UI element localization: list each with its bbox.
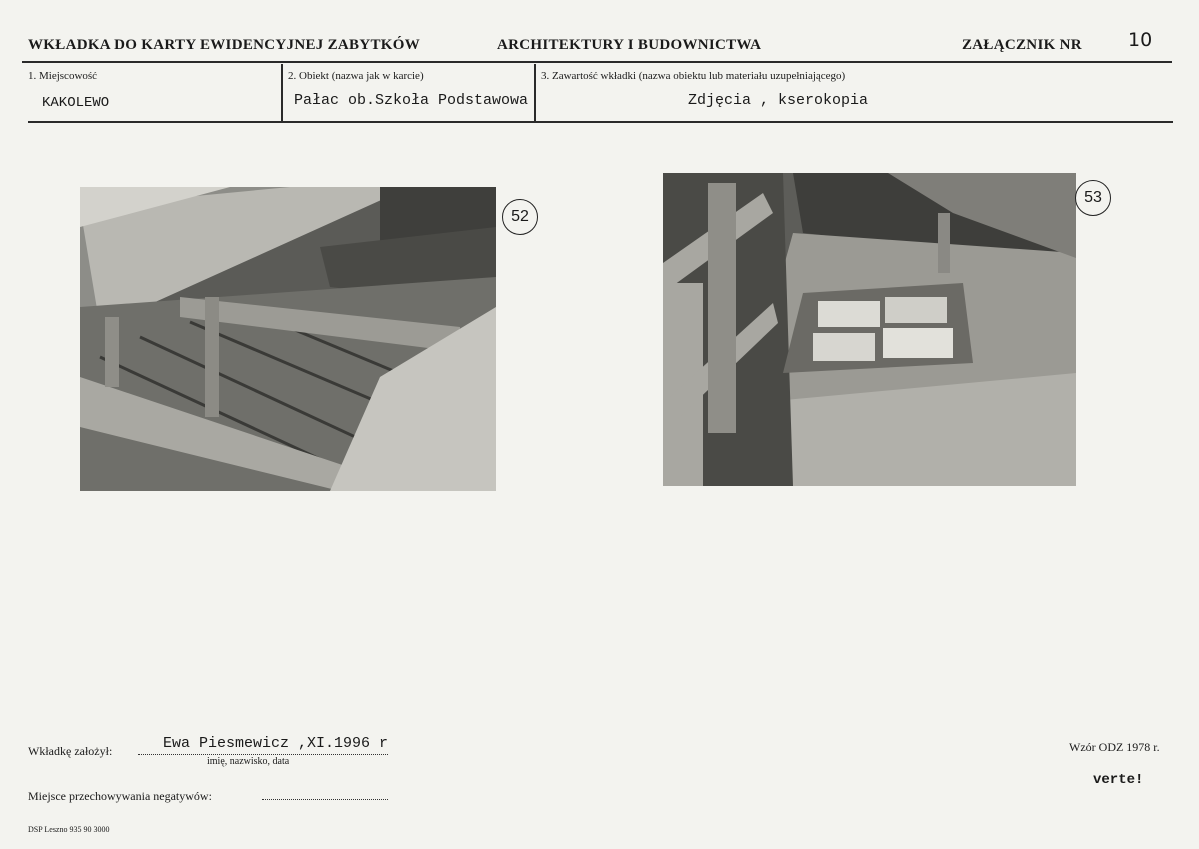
header-rule <box>22 61 1172 63</box>
photo-number-52: 52 <box>502 199 538 235</box>
content-label: 3. Zawartość wkładki (nazwa obiektu lub materiału uzupełniającego) <box>541 70 846 82</box>
object-label: 2. Obiekt (nazwa jak w karcie) <box>288 70 424 82</box>
created-dotline <box>138 754 388 755</box>
locality-label: 1. Miejscowość <box>28 70 98 82</box>
sheet-title: WKŁADKA DO KARTY EWIDENCYJNEJ ZABYTKÓW <box>28 37 421 53</box>
printer-imprint: DSP Leszno 935 90 3000 <box>28 825 110 834</box>
created-value: Ewa Piesmewicz ,XI.1996 r <box>163 735 389 752</box>
negatives-dotline <box>262 799 388 800</box>
object-value: Pałac ob.Szkoła Podstawowa <box>294 92 529 109</box>
negatives-label: Miejsce przechowywania negatywów: <box>28 789 212 803</box>
photo-number-53: 53 <box>1075 180 1111 216</box>
verte-note: verte! <box>1093 772 1144 788</box>
created-label: Wkładkę założył: <box>28 744 113 758</box>
annex-label: ZAŁĄCZNIK NR <box>962 37 1082 53</box>
field-divider-2 <box>534 64 536 122</box>
attic-rafters-photo <box>80 187 496 491</box>
content-value: Zdjęcia , kserokopia <box>688 92 869 109</box>
annex-number: 10 <box>1128 29 1153 51</box>
created-hint: imię, nazwisko, data <box>207 756 290 767</box>
field-divider-1 <box>281 64 283 122</box>
attic-stairwell-photo <box>663 173 1076 486</box>
locality-value: KAKOLEWO <box>42 95 110 111</box>
attic-stairwell-image <box>663 173 1076 486</box>
attic-rafters-image <box>80 187 496 491</box>
field-row-rule <box>28 121 1173 123</box>
sheet-title-continued: ARCHITEKTURY I BUDOWNICTWA <box>497 37 762 53</box>
form-model: Wzór ODZ 1978 r. <box>1069 740 1160 754</box>
